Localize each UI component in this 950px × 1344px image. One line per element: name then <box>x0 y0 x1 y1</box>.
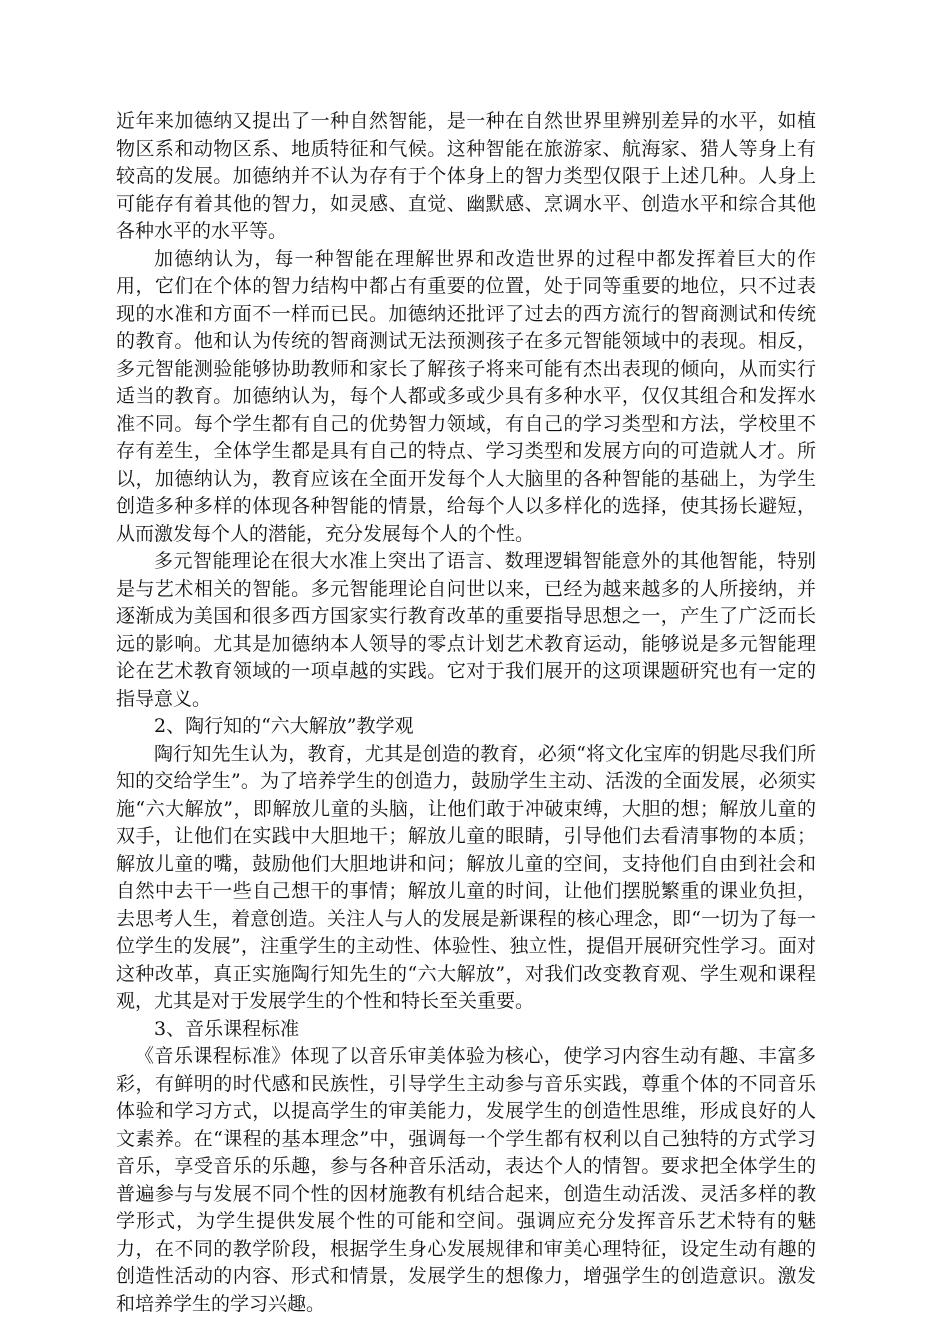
section-heading-music-standard: 3、音乐课程标准 <box>154 1017 300 1040</box>
paragraph-music-curriculum: 《音乐课程标准》体现了以音乐审美体验为核心，使学习内容生动有趣、丰富多彩，有鲜明的时代感和民族性，引导学生主动参与音乐实践，尊重个体的不同音乐体验和学习方式，以提高学生的审美能力，发展学生的创造性思维，形成良好的人文素养。在“课程的基本理念”中，强调每一个学生都有权利以自己独特的方式学习音乐，享受音乐的乐趣，参与各种音乐活动，表达个人的情智。要求把全体学生的普遍参与与发展不同个性的因材施教有机结合起来，创造生动活泼、灵活多样的教学形式，为学生提供发展个性的可能和空间。强调应充分发挥音乐艺术特有的魅力，在不同的教学阶段，根据学生身心发展规律和审美心理特征，设定生动有趣的创造性活动的内容、形式和情景，发展学生的想像力，增强学生的创造意识。激发和培养学生的学习兴趣。 <box>116 1045 816 1315</box>
document-body <box>116 108 816 1318</box>
paragraph-natural-intelligence: 近年来加德纳又提出了一种自然智能，是一种在自然世界里辨别差异的水平，如植物区系和动物区系、地质特征和气候。这种智能在旅游家、航海家、猎人等身上有较高的发展。加德纳并不认为存有于个体身上的智力类型仅限于上述几种。人身上可能存有着其他的智力，如灵感、直觉、幽默感、烹调水平、创造水平和综合其他各种水平的水平等。 <box>116 110 816 242</box>
paragraph-gardner-view: 加德纳认为，每一种智能在理解世界和改造世界的过程中都发挥着巨大的作用，它们在个体的智力结构中都占有重要的位置，处于同等重要的地位，只不过表现的水准和方面不一样而已民。加德纳还批评了过去的西方流行的智商测试和传统的教育。他和认为传统的智商测试无法预测孩子在多元智能领域中的表现。相反，多元智能测验能够协助教师和家长了解孩子将来可能有杰出表现的倾向，从而实行适当的教育。加德纳认为，每个人都或多或少具有多种水平，仅仅其组合和发挥水准不同。每个学生都有自己的优势智力领域，有自己的学习类型和方法，学校里不存有差生，全体学生都是具有自己的特点、学习类型和发展方向的可造就人才。所以，加德纳认为，教育应该在全面开发每个人大脑里的各种智能的基础上，为学生创造多种多样的体现各种智能的情景，给每个人以多样化的选择，使其扬长避短，从而激发每个人的潜能，充分发展每个人的个性。 <box>116 247 816 545</box>
section-heading-tao-xingzhi: 2、陶行知的“六大解放”教学观 <box>154 715 414 737</box>
paragraph-mi-theory-impact: 多元智能理论在很大水准上突出了语言、数理逻辑智能意外的其他智能，特别是与艺术相关的智能。多元智能理论自问世以来，已经为越来越多的人所接纳，并逐渐成为美国和很多西方国家实行教育改革的重要指导思想之一，产生了广泛而长远的影响。尤其是加德纳本人领导的零点计划艺术教育运动，能够说是多元智能理论在艺术教育领域的一项卓越的实践。它对于我们展开的这项课题研究也有一定的指导意义。 <box>116 550 816 710</box>
paragraph-six-liberations: 陶行知先生认为，教育，尤其是创造的教育，必须“将文化宝库的钥匙尽我们所知的交给学生”。为了培养学生的创造力，鼓励学生主动、活泼的全面发展，必须实施“六大解放”，即解放儿童的头脑，让他们敢于冲破束缚，大胆的想；解放儿童的双手，让他们在实践中大胆地干；解放儿童的眼睛，引导他们去看清事物的本质；解放儿童的嘴，鼓励他们大胆地讲和问；解放儿童的空间，支持他们自由到社会和自然中去干一些自己想干的事情；解放儿童的时间，让他们摆脱繁重的课业负担，去思考人生，着意创造。关注人与人的发展是新课程的核心理念，即“一切为了每一位学生的发展”，注重学生的主动性、体验性、独立性，提倡开展研究性学习。面对这种改革，真正实施陶行知先生的“六大解放”，对我们改变教育观、学生观和课程观，尤其是对于发展学生的个性和特长至关重要。 <box>116 742 816 1012</box>
